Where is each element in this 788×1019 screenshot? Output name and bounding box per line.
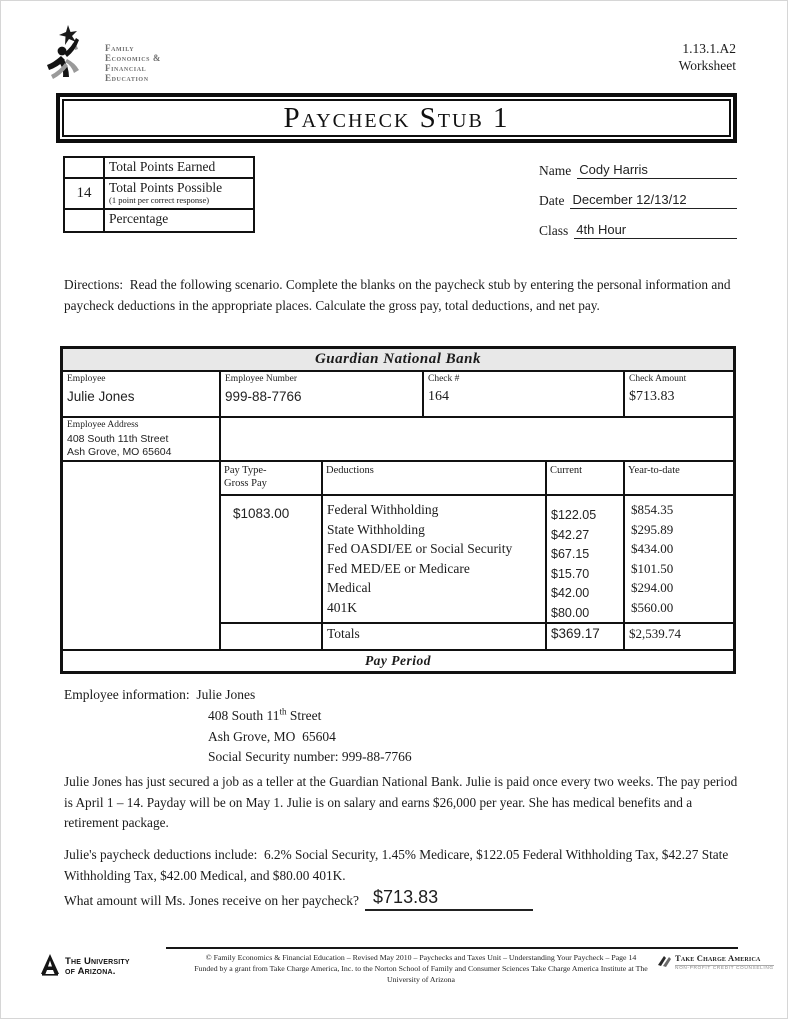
fefe-logo-line: Education bbox=[105, 73, 149, 83]
fefe-logo-line: Economics & bbox=[105, 53, 162, 63]
deduction-current: $80.00 bbox=[551, 605, 590, 620]
check-amount-cell bbox=[625, 372, 733, 416]
date-label: Date bbox=[539, 193, 565, 208]
deduction-current-values bbox=[547, 496, 625, 622]
deduction-ytd: $295.89 bbox=[631, 521, 674, 537]
deduction-name: Medical bbox=[327, 580, 372, 595]
deduction-ytd: $560.00 bbox=[631, 599, 674, 615]
fefe-logo-wordmark bbox=[105, 43, 161, 92]
deduction-name: Fed OASDI/EE or Social Security bbox=[327, 541, 513, 556]
deduction-current: $42.27 bbox=[551, 527, 590, 542]
current-header: Current bbox=[547, 462, 625, 494]
footer-credit-line1: © Family Economics & Financial Education – Revised May 2010 – Paychecks and Taxes Unit – Understanding Your Paycheck – Page 14 bbox=[205, 953, 637, 962]
deduction-name: Fed MED/EE or Medicare bbox=[327, 560, 470, 576]
deduction-names bbox=[323, 496, 547, 622]
employee-label: Employee bbox=[67, 374, 106, 384]
totals-ytd-value: $2,539.74 bbox=[629, 626, 681, 641]
name-value: Cody Harris bbox=[577, 162, 737, 179]
score-possible-note: (1 point per correct response) bbox=[109, 195, 210, 205]
fefe-logo-line: Financial bbox=[105, 63, 147, 73]
pay-type-header bbox=[221, 462, 323, 494]
street-main: 408 South 11 bbox=[208, 707, 280, 723]
ua-wordmark-line1: The University bbox=[65, 955, 130, 967]
title-banner bbox=[56, 93, 737, 143]
paycheck-stub-table bbox=[60, 346, 736, 674]
tca-name-text: Take Charge America bbox=[675, 953, 761, 963]
check-number-cell bbox=[424, 372, 625, 416]
university-of-arizona-wordmark bbox=[65, 957, 130, 977]
date-value: December 12/13/12 bbox=[570, 192, 737, 209]
score-table bbox=[63, 156, 255, 233]
scenario-paragraph-1: Julie Jones has just secured a job as a teller at the Guardian National Bank. Julie is paid once every two weeks. The pay period is April 1 – 14. Payday will be on May 1. Julie is on salary and earns $26,000 per year. She has medical benefits and a retirement package. bbox=[64, 774, 741, 831]
take-charge-america-logo bbox=[657, 954, 774, 973]
document-id bbox=[679, 41, 736, 74]
employee-info-line1 bbox=[64, 685, 664, 706]
page-title: Paycheck Stub 1 bbox=[283, 101, 510, 134]
address-row-empty-cell bbox=[221, 418, 733, 460]
fefe-logo-line: Family bbox=[105, 43, 135, 53]
answer-value: $713.83 bbox=[365, 887, 533, 911]
footer-credit-line2: Funded by a grant from Take Charge America, Inc. to the Norton School of Family and Consumer Sciences Take Charge America Institute at The University of Arizona bbox=[194, 964, 648, 984]
totals-empty-cell bbox=[221, 624, 323, 649]
pay-period-row bbox=[63, 649, 733, 671]
street-ordinal-sup: th bbox=[279, 706, 287, 717]
score-row-possible bbox=[65, 179, 253, 210]
document-type: Worksheet bbox=[678, 57, 736, 73]
question-text: What amount will Ms. Jones receive on her paycheck? bbox=[64, 893, 360, 908]
employee-info-street bbox=[64, 706, 664, 727]
employee-information-block bbox=[64, 685, 664, 768]
employee-address-lines bbox=[67, 433, 215, 459]
question-row bbox=[64, 887, 533, 911]
deduction-name: State Withholding bbox=[327, 521, 425, 537]
deduction-name: Federal Withholding bbox=[327, 502, 439, 517]
tca-wordmark bbox=[675, 954, 774, 973]
check-amount-value: $713.83 bbox=[629, 389, 675, 404]
title-banner-inner bbox=[62, 99, 731, 137]
arizona-block-a-icon bbox=[39, 952, 61, 981]
directions-text: Directions: Read the following scenario. Complete the blanks on the paycheck stub by entering the personal information and paycheck deductions in the appropriate places. Calculate the gross pay, total deductions, and net pay. bbox=[64, 277, 734, 313]
employee-address-label: Employee Address bbox=[67, 420, 139, 430]
deduction-current: $42.00 bbox=[551, 586, 590, 600]
employee-address-line2: Ash Grove, MO 65604 bbox=[67, 446, 172, 458]
score-percentage-label: Percentage bbox=[109, 211, 169, 226]
check-number-value: 164 bbox=[428, 389, 449, 404]
bank-name: Guardian National Bank bbox=[314, 351, 482, 367]
deduction-ytd: $434.00 bbox=[631, 541, 674, 556]
deduction-ytd-values bbox=[625, 496, 733, 622]
deduction-current: $122.05 bbox=[551, 508, 597, 522]
employee-number-label: Employee Number bbox=[225, 374, 298, 384]
deduction-name: 401K bbox=[327, 599, 357, 615]
name-field bbox=[539, 158, 737, 179]
pay-type-header-line2: Gross Pay bbox=[224, 478, 267, 489]
deduction-ytd: $101.50 bbox=[631, 560, 674, 576]
class-field bbox=[539, 218, 737, 239]
check-amount-label: Check Amount bbox=[629, 374, 687, 384]
employee-value: Julie Jones bbox=[67, 389, 135, 404]
class-value: 4th Hour bbox=[574, 222, 737, 239]
employee-cell bbox=[63, 372, 221, 416]
employee-address-cell bbox=[63, 418, 221, 460]
deductions-header-row bbox=[221, 462, 733, 496]
pay-type-header-line1: Pay Type- bbox=[224, 465, 267, 476]
stub-row-address bbox=[63, 418, 733, 462]
score-possible-label bbox=[105, 179, 253, 208]
ua-wordmark-line2: of Arizona. bbox=[65, 965, 116, 977]
document-code: 1.13.1.A2 bbox=[682, 41, 736, 56]
street-tail: Street bbox=[286, 707, 322, 723]
deduction-ytd: $854.35 bbox=[631, 502, 674, 517]
university-of-arizona-logo bbox=[39, 952, 130, 981]
score-percentage-cell bbox=[65, 210, 105, 231]
employee-number-cell bbox=[221, 372, 424, 416]
scenario-paragraph-2: Julie's paycheck deductions include: 6.2% Social Security, 1.45% Medicare, $122.05 Federal Withholding Tax, $42.27 State Withholding Tax, $42.00 Medical, and $80.00 401K. bbox=[64, 847, 732, 883]
deductions-detail-row bbox=[221, 496, 733, 624]
ytd-header: Year-to-date bbox=[628, 465, 680, 476]
score-possible-value: 14 bbox=[65, 179, 105, 208]
name-label: Name bbox=[539, 163, 572, 178]
footer-credits bbox=[189, 952, 653, 985]
deduction-current: $67.15 bbox=[551, 547, 590, 561]
employee-info-name: Julie Jones bbox=[196, 687, 256, 702]
class-label: Class bbox=[539, 223, 569, 238]
bank-header bbox=[63, 349, 733, 372]
student-fields bbox=[539, 158, 737, 248]
gross-pay-value: $1083.00 bbox=[221, 496, 323, 622]
check-number-label: Check # bbox=[428, 374, 460, 384]
totals-current-value: $369.17 bbox=[547, 624, 625, 649]
pay-period-label: Pay Period bbox=[364, 653, 432, 668]
deduction-current: $15.70 bbox=[551, 566, 590, 581]
score-row-earned bbox=[65, 158, 253, 179]
score-row-percentage bbox=[65, 210, 253, 231]
employee-info-label: Employee information: bbox=[64, 687, 190, 702]
employee-number-value: 999-88-7766 bbox=[225, 389, 302, 404]
date-field bbox=[539, 188, 737, 209]
fefe-logo bbox=[41, 23, 161, 92]
deductions-header: Deductions bbox=[323, 462, 547, 494]
tca-swoosh-icon bbox=[657, 954, 672, 973]
stub-row-identity bbox=[63, 372, 733, 418]
totals-label: Totals bbox=[323, 624, 547, 649]
tca-tagline-text: NON-PROFIT CREDIT COUNSELING bbox=[675, 966, 774, 971]
score-possible-label-text: Total Points Possible bbox=[109, 180, 223, 195]
score-earned-label: Total Points Earned bbox=[109, 159, 216, 174]
totals-row bbox=[221, 624, 733, 649]
score-earned-cell bbox=[65, 158, 105, 177]
employee-address-line1: 408 South 11th Street bbox=[67, 433, 169, 445]
deductions-left-empty-cell bbox=[63, 462, 221, 649]
employee-info-city: Ash Grove, MO 65604 bbox=[208, 728, 336, 744]
employee-info-ssn: Social Security number: 999-88-7766 bbox=[208, 749, 412, 765]
fefe-star-figure-icon bbox=[41, 23, 99, 92]
deductions-right-area bbox=[221, 462, 733, 649]
footer-divider bbox=[166, 947, 738, 949]
deduction-ytd: $294.00 bbox=[631, 580, 674, 595]
stub-deductions-section bbox=[63, 462, 733, 649]
